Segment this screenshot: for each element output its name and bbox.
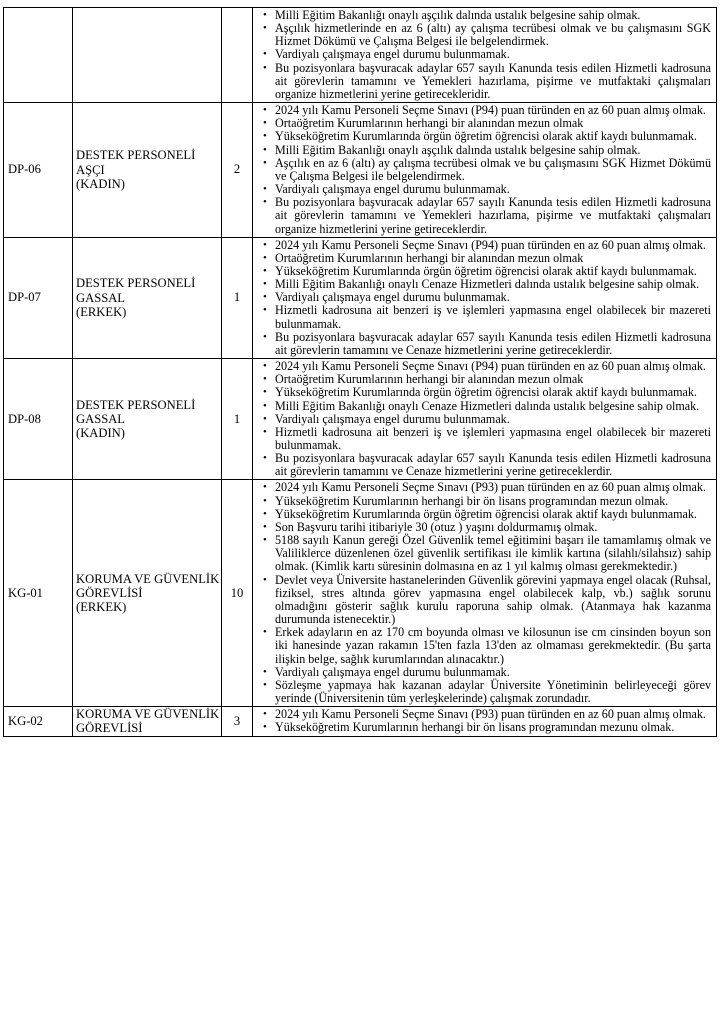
requirements-list [257,360,711,478]
position-title-line: GASSAL [76,290,125,305]
position-title [73,103,222,238]
requirements-list [257,481,711,705]
position-count: 2 [222,103,253,238]
position-title [73,707,222,737]
requirement-item: • Vardiyalı çalışmaya engel durumu bulunmamak. [257,666,711,679]
requirements-list [257,9,711,101]
requirements-list [257,708,711,734]
position-code: DP-06 [4,103,73,238]
position-title [73,480,222,707]
requirement-item: • Ortaöğretim Kurumlarının herhangi bir alanından mezun olmak [257,117,711,130]
positions-document [3,7,717,737]
position-title [73,359,222,480]
positions-table [3,7,717,737]
requirement-item: • Bu pozisyonlara başvuracak adaylar 657 sayılı Kanunda tesis edilen Hizmetli kadrosuna ait görevlerin tamamını ve Cenaze hizmetlerini yerine getireceklerdir. [257,331,711,357]
position-count: 10 [222,480,253,707]
requirements-cell [253,480,717,707]
requirement-item: • Bu pozisyonlara başvuracak adaylar 657 sayılı Kanunda tesis edilen Hizmetli kadrosuna ait görevlerin tamamını ve Cenaze hizmetlerini yerine getireceklerdir. [257,452,711,478]
position-code: DP-07 [4,237,73,358]
requirement-item: • Milli Eğitim Bakanlığı onaylı aşçılık dalında ustalık belgesine sahip olmak. [257,144,711,157]
requirements-list [257,239,711,357]
position-row [4,359,717,480]
requirement-item: • Yükseköğretim Kurumlarında örgün öğretim öğrencisi olarak aktif kaydı bulunmamak. [257,386,711,399]
position-title-line: DESTEK PERSONELİ [76,148,196,163]
position-title-line: (ERKEK) [76,305,127,319]
requirement-item: • Ortaöğretim Kurumlarının herhangi bir alanından mezun olmak [257,373,711,386]
position-code [4,8,73,103]
requirements-cell [253,359,717,480]
position-title-line: GÖREVLİSİ [76,586,143,601]
requirement-item: • Vardiyalı çalışmaya engel durumu bulunmamak. [257,183,711,196]
requirement-item: • 5188 sayılı Kanun gereği Özel Güvenlik temel eğitimini başarı ile tamamlamış olmak ve Valiliklerce düzenlenen özel güvenlik sertifikası ile kimlik kartına (silahlı/silahsız) sahip olmak. (Kimlik kartı süresinin dolmasına en az 1 yıl kalmış olması gerekmektedir.) [257,534,711,573]
requirement-item: • Sözleşme yapmaya hak kazanan adaylar Üniversite Yönetiminin belirleyeceği görev yerinde (Üniversitenin tüm yerleşkelerinde) çalışmak zorundadır. [257,679,711,705]
requirement-item: • Vardiyalı çalışmaya engel durumu bulunmamak. [257,413,711,426]
position-code: DP-08 [4,359,73,480]
position-title [73,8,222,103]
requirement-item: • Son Başvuru tarihi itibariyle 30 (otuz ) yaşını doldurmamış olmak. [257,521,711,534]
positions-table-body [4,8,717,737]
requirement-item: • Milli Eğitim Bakanlığı onaylı Cenaze Hizmetleri dalında ustalık belgesine sahip olmak. [257,278,711,291]
requirement-item: • 2024 yılı Kamu Personeli Seçme Sınavı (P93) puan türünden en az 60 puan almış olmak. [257,708,711,721]
requirement-item: • Vardiyalı çalışmaya engel durumu bulunmamak. [257,48,711,61]
requirements-cell [253,8,717,103]
requirement-item: • 2024 yılı Kamu Personeli Seçme Sınavı (P94) puan türünden en az 60 puan almış olmak. [257,239,711,252]
requirements-cell [253,237,717,358]
position-title-line: (KADIN) [76,177,125,192]
position-count [222,8,253,103]
requirement-item: • Milli Eğitim Bakanlığı onaylı Cenaze Hizmetleri dalında ustalık belgesine sahip olmak. [257,400,711,413]
position-title-line: DESTEK PERSONELİ [76,276,196,291]
requirement-item: • 2024 yılı Kamu Personeli Seçme Sınavı (P93) puan türünden en az 60 puan almış olmak. [257,481,711,494]
requirement-item: • 2024 yılı Kamu Personeli Seçme Sınavı (P94) puan türünden en az 60 puan almış olmak. [257,360,711,373]
requirement-item: • Yükseköğretim Kurumlarında örgün öğretim öğrencisi olarak aktif kaydı bulunmamak. [257,130,711,143]
requirements-cell [253,103,717,238]
requirement-item: • Yükseköğretim Kurumlarında örgün öğretim öğrencisi olarak aktif kaydı bulunmamak. [257,508,711,521]
position-count: 1 [222,237,253,358]
position-title-line: GÖREVLİSİ [76,721,143,736]
requirement-item: • Hizmetli kadrosuna ait benzeri iş ve işlemleri yapmasına engel olabilecek bir mazereti bulunmamak. [257,304,711,330]
requirement-item: • Yükseköğretim Kurumlarında örgün öğretim öğrencisi olarak aktif kaydı bulunmamak. [257,265,711,278]
requirement-item: • Bu pozisyonlara başvuracak adaylar 657 sayılı Kanunda tesis edilen Hizmetli kadrosuna ait görevlerin tamamını ve Yemekleri hazırlama, pişirme ve mutfaktaki çalışmaları organize hizmetlerini yerine getirecekleridir. [257,62,711,101]
requirement-item: • Devlet veya Üniversite hastanelerinden Güvenlik görevini yapmaya engel olacak (Ruhsal, fiziksel, stres altında görev yapmasına engel olabilecek kalp, vb.) sağlık sorunu olmadığını gösterir sağlık kurulu raporuna sahip olmak. (Atanmaya hak kazanma durumunda istenecektir.) [257,574,711,627]
position-row [4,8,717,103]
position-count: 3 [222,707,253,737]
position-row [4,707,717,737]
requirement-item: • Bu pozisyonlara başvuracak adaylar 657 sayılı Kanunda tesis edilen Hizmetli kadrosuna ait görevlerin tamamını ve Yemekleri hazırlama, pişirme ve mutfaktaki çalışmaları organize hizmetlerini yerine getireceklerdir. [257,196,711,235]
requirement-item: • Milli Eğitim Bakanlığı onaylı aşçılık dalında ustalık belgesine sahip olmak. [257,9,711,22]
position-code: KG-01 [4,480,73,707]
position-row [4,480,717,707]
requirement-item: • 2024 yılı Kamu Personeli Seçme Sınavı (P94) puan türünden en az 60 puan almış olmak. [257,104,711,117]
requirement-item: • Vardiyalı çalışmaya engel durumu bulunmamak. [257,291,711,304]
position-count: 1 [222,359,253,480]
requirements-list [257,104,711,236]
position-row [4,103,717,238]
position-title-line: DESTEK PERSONELİ [76,397,196,412]
position-title-line: (ERKEK) [76,600,127,615]
requirement-item: • Ortaöğretim Kurumlarının herhangi bir alanından mezun olmak [257,252,711,265]
position-title-line: GASSAL [76,412,125,427]
requirement-item: • Yükseköğretim Kurumlarının herhangi bir ön lisans programından mezunu olmak. [257,721,711,734]
requirement-item: • Hizmetli kadrosuna ait benzeri iş ve işlemleri yapmasına engel olabilecek bir mazereti bulunmamak. [257,426,711,452]
position-title-line: KORUMA VE GÜVENLİK [76,707,220,722]
requirement-item: • Erkek adayların en az 170 cm boyunda olması ve kilosunun ise cm cinsinden boyun son iki hanesinde yazan rakamın 15'ten fazla 13'den az olmaması gerekmektedir. (Bu şarta ilişkin belge, sağlık kurumlarından alınacaktır.) [257,626,711,665]
position-title-line: KORUMA VE GÜVENLİK [76,571,220,586]
position-title [73,237,222,358]
requirement-item: • Yükseköğretim Kurumlarının herhangi bir ön lisans programından mezun olmak. [257,495,711,508]
position-title-line: (KADIN) [76,426,125,441]
requirement-item: • Aşçılık hizmetlerinde en az 6 (altı) ay çalışma tecrübesi olmak ve bu çalışmasını SGK Hizmet Dökümü ve Çalışma Belgesi ile belgelendirmek. [257,22,711,48]
position-code: KG-02 [4,707,73,737]
requirements-cell [253,707,717,737]
requirement-item: • Aşçılık en az 6 (altı) ay çalışma tecrübesi olmak ve bu çalışmasını SGK Hizmet Dökümü ve Çalışma Belgesi ile belgelendirmek. [257,157,711,183]
position-row [4,237,717,358]
position-title-line: AŞÇI [76,162,105,177]
